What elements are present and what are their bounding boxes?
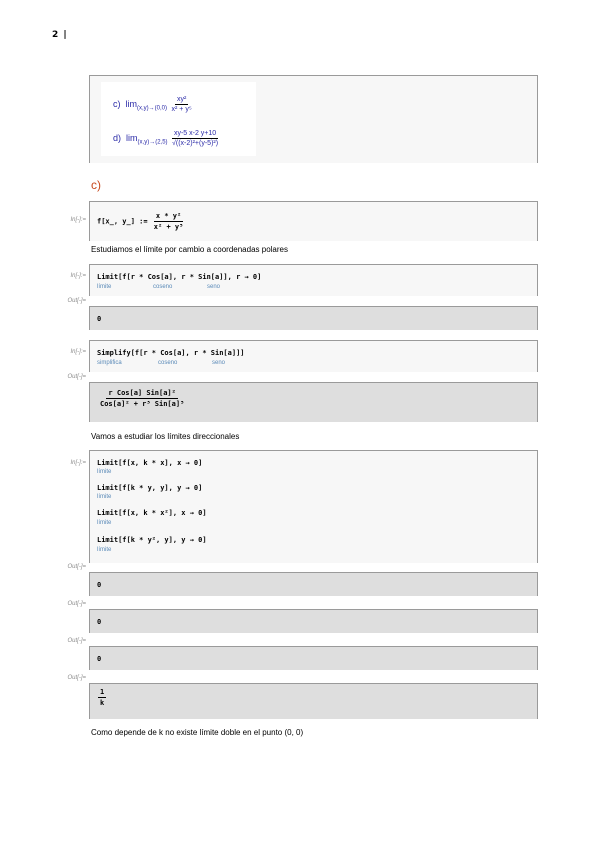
output-cell-a	[89, 572, 538, 596]
text-polar: Estudiamos el límite por cambio a coordenadas polares	[91, 245, 288, 254]
output-cell	[89, 306, 538, 330]
out-label: Out[-]=	[67, 298, 86, 304]
hint-limite: límite	[97, 469, 112, 475]
input-cell-directional[interactable]	[89, 450, 538, 563]
hint-seno: seno	[212, 360, 226, 366]
hint-seno: seno	[207, 284, 221, 290]
output-cell-c	[89, 646, 538, 670]
one-over-k: $\frac{1}{k}$	[100, 688, 105, 707]
hint-limite: límite	[97, 547, 112, 553]
output-cell-d	[89, 683, 538, 719]
limit-line-1: Limit[f[x, k * x], x → 0]	[97, 459, 203, 467]
output-value: 0	[97, 315, 102, 323]
text-directional: Vamos a estudiar los límites direccionales	[91, 432, 240, 441]
out-label: Out[-]=	[67, 374, 86, 380]
output-value: 0	[97, 618, 102, 626]
in-label: In[-]:=	[70, 217, 86, 223]
input-cell-limit-polar[interactable]	[89, 264, 538, 296]
in-label: In[-]:=	[70, 349, 86, 355]
input-cell-simplify[interactable]	[89, 340, 538, 372]
in-label: In[-]:=	[70, 273, 86, 279]
hint-simplifica: simplifica	[97, 360, 122, 366]
definition-fraction: $\frac{\text{x * y²}}{\text{x² + y⁵}}$	[153, 212, 184, 231]
out-label: Out[-]=	[67, 638, 86, 644]
limit-polar-code: Limit[f[r * Cos[a], r * Sin[a]], r → 0]	[97, 273, 262, 281]
exercise-image	[101, 82, 256, 156]
image-cell	[89, 75, 538, 163]
out-label: Out[-]=	[67, 564, 86, 570]
hint-coseno: coseno	[158, 360, 178, 366]
section-heading: c)	[91, 178, 101, 192]
simplify-code: Simplify[f[r * Cos[a], r * Sin[a]]]	[97, 349, 245, 357]
limit-line-4: Limit[f[k * y², y], y → 0]	[97, 536, 207, 544]
output-cell-simplify	[89, 382, 538, 422]
simplify-result: $\frac{\text{r Cos[a] Sin[a]²}}{\text{Cos[a]² + r³ Sin[a]⁵}}$	[100, 389, 185, 408]
hint-limite: límite	[97, 494, 112, 500]
text-conclusion: Como depende de k no existe límite doble en el punto (0, 0)	[91, 728, 304, 737]
out-label: Out[-]=	[67, 675, 86, 681]
limit-line-2: Limit[f[k * y, y], y → 0]	[97, 484, 203, 492]
hint-limite: límite	[97, 284, 112, 290]
output-value: 0	[97, 655, 102, 663]
output-cell-b	[89, 609, 538, 633]
hint-limite: límite	[97, 520, 112, 526]
input-cell-definition[interactable]	[89, 201, 538, 241]
out-label: Out[-]=	[67, 601, 86, 607]
item-c-limit: c) $\lim_{(x,y)\to(0,0)}$ $\frac{\text{xy²}}{\text{x² + y⁵}}$	[113, 96, 192, 113]
definition-lhs: f[x_, y_] :=	[97, 217, 148, 226]
hint-coseno: coseno	[153, 284, 173, 290]
limit-line-3: Limit[f[x, k * x²], x → 0]	[97, 509, 207, 517]
page-number: 2 |	[52, 30, 68, 40]
item-d-limit: d) $\lim_{(x,y)\to(2,5)}$ $\frac{xy-5 x-2 y+10}{\text{√((x-2)²+(y-5)²)}}$	[113, 130, 219, 147]
output-value: 0	[97, 581, 102, 589]
in-label: In[-]:=	[70, 460, 86, 466]
